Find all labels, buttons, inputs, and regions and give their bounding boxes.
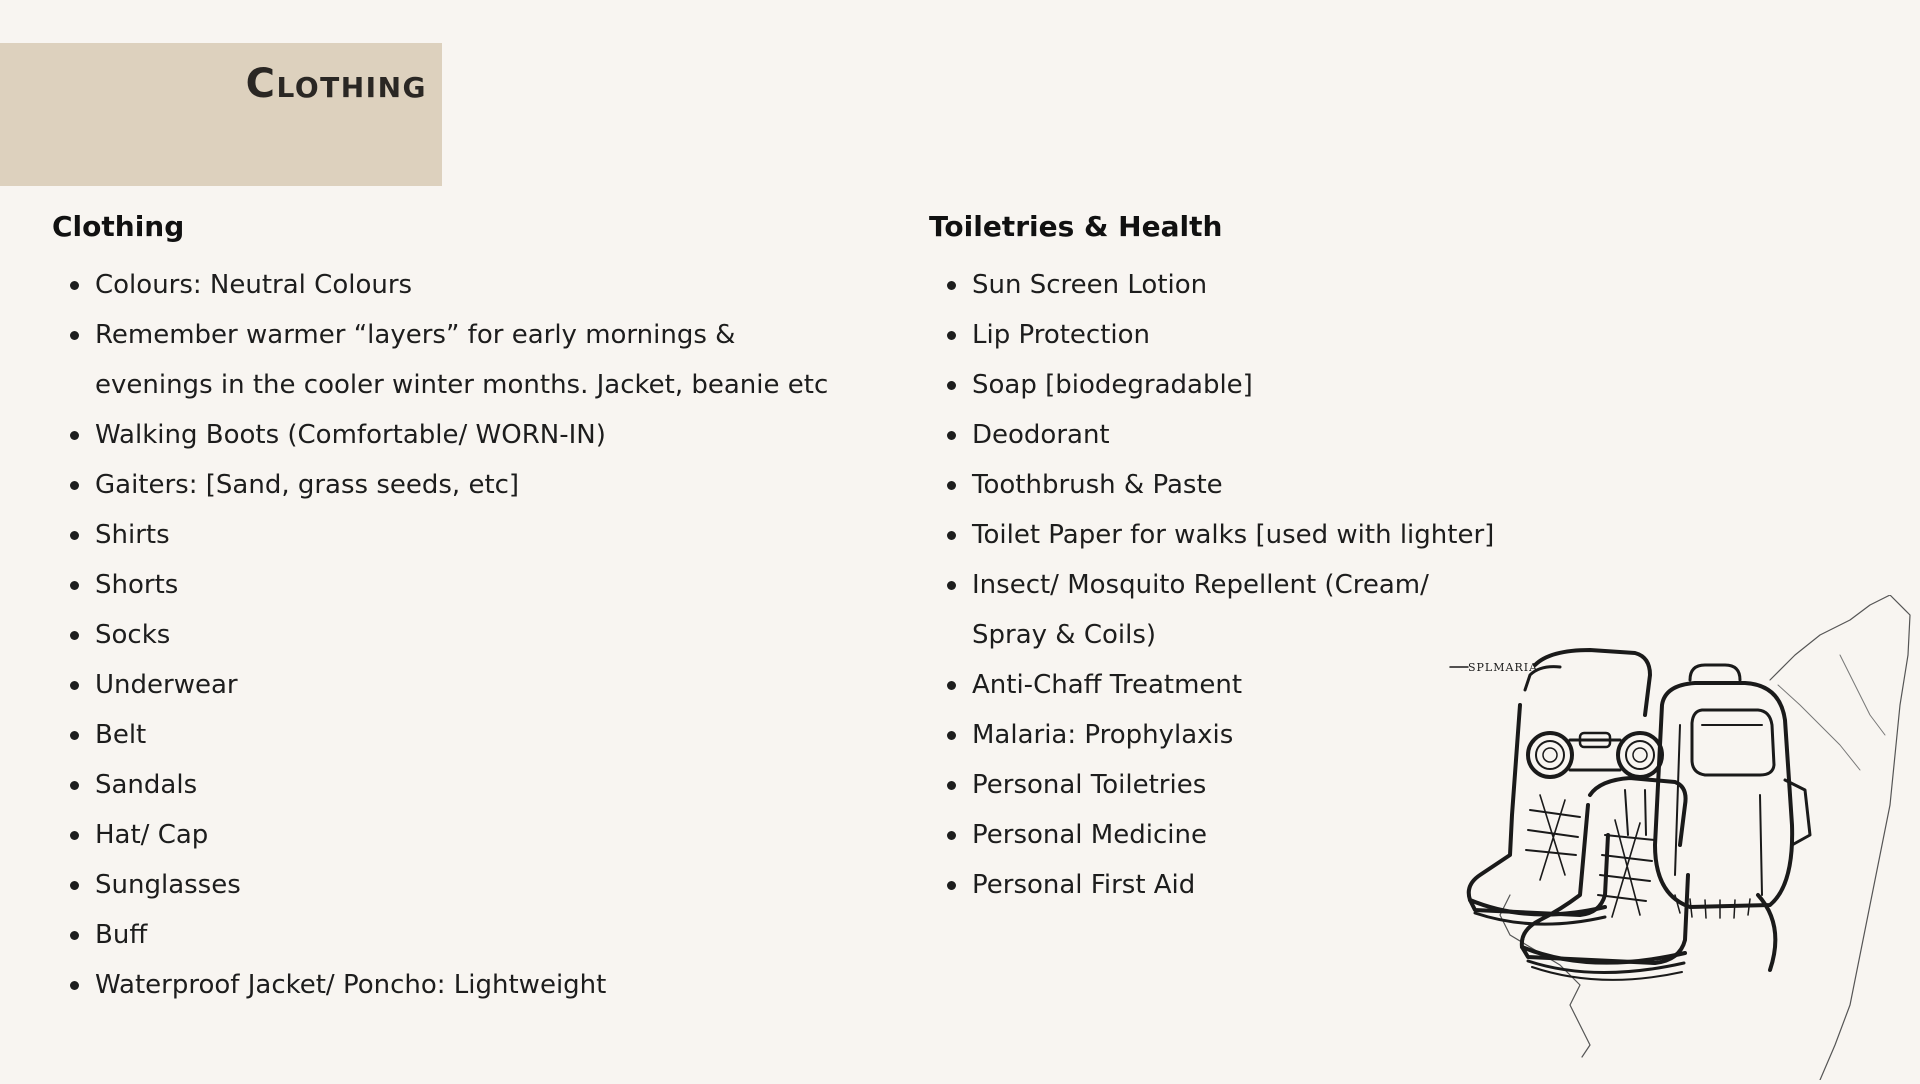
list-item: Deodorant (929, 410, 1549, 460)
page-title: Clothing (245, 61, 427, 107)
list-item: Sandals (52, 760, 872, 810)
list-item: Personal First Aid (929, 860, 1549, 910)
list-item: Anti-Chaff Treatment (929, 660, 1549, 710)
list-item: Gaiters: [Sand, grass seeds, etc] (52, 460, 872, 510)
list-item: Waterproof Jacket/ Poncho: Lightweight (52, 960, 872, 1010)
list-item: Sun Screen Lotion (929, 260, 1549, 310)
clothing-list (52, 260, 872, 1010)
map-label: SPLMARIA (1468, 661, 1539, 674)
list-item: Hat/ Cap (52, 810, 872, 860)
list-item: Remember warmer “layers” for early mornings & evenings in the cooler winter months. Jacket, beanie etc (52, 310, 872, 410)
boots-backpack-icon (1440, 595, 1920, 1080)
list-item: Toothbrush & Paste (929, 460, 1549, 510)
list-item: Insect/ Mosquito Repellent (Cream/ Spray & Coils) (929, 560, 1549, 660)
list-item: Belt (52, 710, 872, 760)
boots-backpack-map-illustration (1440, 595, 1920, 1080)
list-item: Walking Boots (Comfortable/ WORN-IN) (52, 410, 872, 460)
list-item: Personal Medicine (929, 810, 1549, 860)
list-item: Soap [biodegradable] (929, 360, 1549, 410)
list-item: Sunglasses (52, 860, 872, 910)
clothing-heading: Clothing (52, 210, 185, 243)
list-item: Personal Toiletries (929, 760, 1549, 810)
list-item: Colours: Neutral Colours (52, 260, 872, 310)
list-item: Buff (52, 910, 872, 960)
toiletries-heading: Toiletries & Health (929, 210, 1223, 243)
list-item: Malaria: Prophylaxis (929, 710, 1549, 760)
title-banner (0, 43, 442, 186)
list-item: Underwear (52, 660, 872, 710)
list-item: Toilet Paper for walks [used with lighter] (929, 510, 1549, 560)
clothing-column (52, 206, 872, 1010)
list-item: Shorts (52, 560, 872, 610)
list-item: Lip Protection (929, 310, 1549, 360)
list-item: Socks (52, 610, 872, 660)
list-item: Shirts (52, 510, 872, 560)
